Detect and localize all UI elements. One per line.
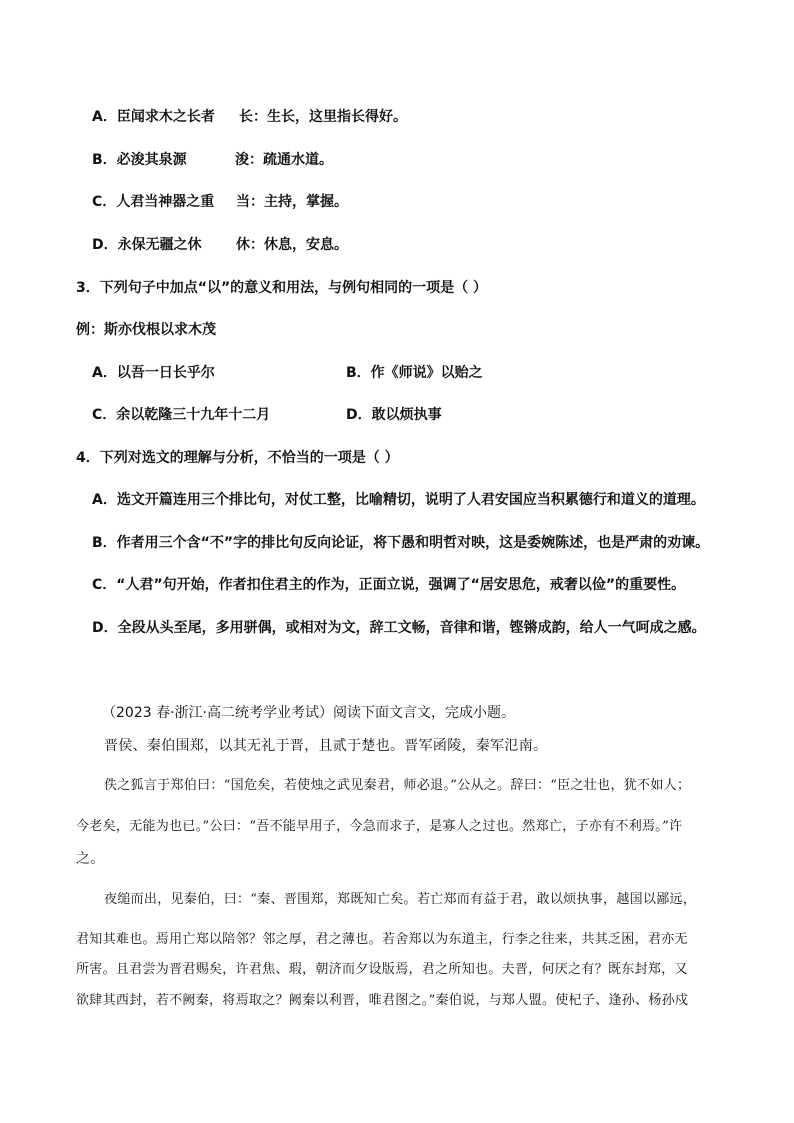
q2-option-b bbox=[92, 151, 187, 169]
passage-line-6: 君知其难也。焉用亡郑以陪邻？邻之厚，君之薄也。若舍郑以为东道主，行李之往来，共其乏困，君亦无 bbox=[76, 932, 688, 947]
q4-option-c: C．“人君”句开始，作者扣住君主的作为，正面立说，强调了“居安思危，戒奢以俭”的重要性。 bbox=[92, 577, 686, 593]
reading-intro: （2023 春·浙江·高二统考学业考试）阅读下面文言文，完成小题。 bbox=[102, 705, 515, 721]
passage-line-4: 之。 bbox=[76, 851, 105, 867]
option-letter: C． bbox=[92, 194, 117, 210]
q4-option-a: A．选文开篇连用三个排比句，对仗工整，比喻精切，说明了人君安国应当积累德行和道义的道理。 bbox=[92, 492, 705, 508]
q3-stem: 3．下列句子中加点“以”的意义和用法，与例句相同的一项是（ ） bbox=[76, 280, 488, 296]
option-letter: A． bbox=[92, 109, 117, 125]
q2-option-a bbox=[92, 108, 215, 126]
q2-option-c bbox=[92, 193, 214, 211]
passage-line-2: 佚之狐言于郑伯曰：“国危矣，若使烛之武见秦君，师必退。”公从之。辞曰：“臣之壮也，犹不如人； bbox=[104, 778, 691, 793]
q2-option-c-gloss: 当：主持，掌握。 bbox=[236, 194, 348, 210]
q2-option-a-gloss: 长：生长，这里指长得好。 bbox=[239, 109, 407, 125]
option-letter: D． bbox=[92, 237, 118, 253]
q4-option-b: B．作者用三个含“不”字的排比句反向论证，将下愚和明哲对映，这是委婉陈述，也是严肃的劝谏。 bbox=[92, 535, 710, 551]
option-phrase: 臣闻求木之长者 bbox=[116, 109, 215, 125]
q2-option-d-gloss: 休：休息，安息。 bbox=[236, 237, 348, 253]
q3-option-d: D．敢以烦执事 bbox=[346, 407, 442, 423]
q3-option-b: B．作《师说》以贻之 bbox=[346, 365, 483, 381]
q3-option-a: A．以吾一日长乎尔 bbox=[92, 365, 215, 381]
q2-option-b-gloss: 浚：疏通水道。 bbox=[235, 152, 333, 168]
passage-line-1: 晋侯、秦伯围郑，以其无礼于晋，且贰于楚也。晋军函陵，秦军氾南。 bbox=[104, 738, 548, 754]
passage-line-5: 夜缒而出，见秦伯，曰：“秦、晋围郑，郑既知亡矣。若亡郑而有益于君，敢以烦执事，越国以鄙远， bbox=[104, 892, 697, 907]
q4-option-d: D．全段从头至尾，多用骈偶，或相对为文，辞工文畅，音律和谐，铿锵成韵，给人一气呵成之感。 bbox=[92, 620, 706, 636]
option-phrase: 人君当神器之重 bbox=[116, 194, 215, 210]
q3-option-c: C．余以乾隆三十九年十二月 bbox=[92, 407, 271, 423]
q2-option-d bbox=[92, 236, 202, 254]
option-letter: B． bbox=[92, 152, 117, 168]
q3-example: 例：斯亦伐根以求木茂 bbox=[76, 322, 216, 338]
passage-line-8: 欲肆其西封，若不阙秦，将焉取之？阙秦以利晋，唯君图之。”秦伯说，与郑人盟。使杞子、逢孙、杨孙戍 bbox=[76, 993, 689, 1008]
option-phrase: 永保无疆之休 bbox=[117, 237, 202, 253]
q4-stem: 4．下列对选文的理解与分析，不恰当的一项是（ ） bbox=[76, 450, 399, 466]
option-phrase: 必浚其泉源 bbox=[116, 152, 187, 168]
passage-line-3: 今老矣，无能为也已。”公曰：“吾不能早用子，今急而求子，是寡人之过也。然郑亡，子亦有不利焉。”许 bbox=[76, 819, 683, 834]
passage-line-7: 所害。且君尝为晋君赐矣，许君焦、瑕，朝济而夕设版焉，君之所知也。夫晋，何厌之有？既东封郑，又 bbox=[76, 962, 688, 977]
